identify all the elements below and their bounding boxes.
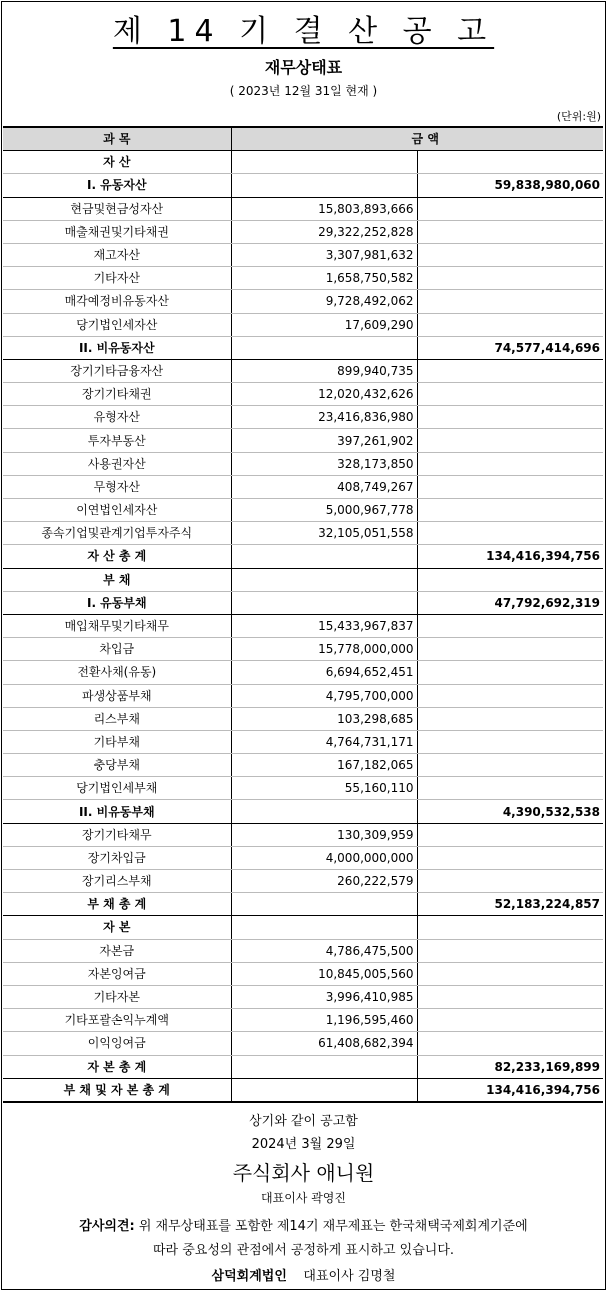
row-amount [231,1055,417,1078]
notice-date: 2024년 3월 29일 [251,1137,356,1152]
row-total: 74,577,414,696 [417,336,603,359]
row-label: 장기기타채권 [3,383,231,406]
table-row [3,313,603,336]
column-header-amount: 금 액 [231,127,603,151]
table-row [3,290,603,313]
row-amount [231,174,417,197]
table-row [3,151,603,174]
row-total: 52,183,224,857 [417,893,603,916]
row-total [417,614,603,637]
row-amount [231,568,417,591]
table-row [3,429,603,452]
row-amount: 3,996,410,985 [231,985,417,1008]
row-label: 충당부채 [3,754,231,777]
row-label: 매각예정비유동자산 [3,290,231,313]
unit-label: (단위:원) [556,110,601,123]
row-amount: 4,795,700,000 [231,684,417,707]
row-total [417,661,603,684]
row-amount: 15,803,893,666 [231,197,417,220]
row-label: 차입금 [3,638,231,661]
row-total [417,475,603,498]
table-row [3,197,603,220]
table-row [3,916,603,939]
table-row [3,568,603,591]
table-row [3,939,603,962]
table-row [3,893,603,916]
row-label: 자 산 총 계 [3,545,231,568]
table-row [3,383,603,406]
table-row [3,1032,603,1055]
row-amount: 10,845,005,560 [231,962,417,985]
table-row [3,661,603,684]
row-label: 부 채 및 자 본 총 계 [3,1078,231,1102]
row-total [417,823,603,846]
row-label: 종속기업및관계기업투자주식 [3,522,231,545]
row-amount [231,1078,417,1102]
row-amount: 397,261,902 [231,429,417,452]
table-row [3,684,603,707]
row-total [417,499,603,522]
company-name: 주식회사 애니원 [232,1161,375,1185]
row-label: 현금및현금성자산 [3,197,231,220]
table-row [3,545,603,568]
table-row [3,614,603,637]
row-total [417,522,603,545]
table-row [3,962,603,985]
row-label: 사용권자산 [3,452,231,475]
row-label: 리스부채 [3,707,231,730]
row-label: 기타자산 [3,267,231,290]
row-amount: 1,196,595,460 [231,1009,417,1032]
row-total [417,452,603,475]
row-total [417,429,603,452]
notice-text: 상기와 같이 공고함 [249,1114,358,1129]
row-total [417,846,603,869]
table-row [3,452,603,475]
row-label: 재고자산 [3,243,231,266]
row-total [417,1032,603,1055]
row-total [417,707,603,730]
row-label: II. 비유동자산 [3,336,231,359]
row-label: 유형자산 [3,406,231,429]
audit-opinion-line-2: 따라 중요성의 관점에서 공정하게 표시하고 있습니다. [152,1243,455,1258]
statement-title: 재무상태표 [264,58,343,77]
row-total [417,777,603,800]
row-label: II. 비유동부채 [3,800,231,823]
table-row [3,359,603,382]
row-total [417,730,603,753]
row-total [417,406,603,429]
row-total [417,383,603,406]
row-amount [231,916,417,939]
row-amount: 167,182,065 [231,754,417,777]
table-row [3,638,603,661]
row-label: 당기법인세부채 [3,777,231,800]
row-total [417,290,603,313]
row-amount: 1,658,750,582 [231,267,417,290]
row-amount [231,893,417,916]
row-total [417,267,603,290]
row-total [417,220,603,243]
row-amount: 899,940,735 [231,359,417,382]
table-row [3,174,603,197]
row-total: 134,416,394,756 [417,1078,603,1102]
table-header [3,127,603,151]
table-row [3,846,603,869]
table-row [3,591,603,614]
row-total [417,916,603,939]
row-label: 장기기타금융자산 [3,359,231,382]
row-label: 기타포괄손익누계액 [3,1009,231,1032]
row-label: 기타자본 [3,985,231,1008]
row-label: 자 산 [3,151,231,174]
table-row [3,243,603,266]
column-header-account: 과 목 [3,127,231,151]
table-row [3,985,603,1008]
row-amount: 260,222,579 [231,870,417,893]
balance-sheet-table [3,126,603,1103]
row-amount [231,591,417,614]
table-row [3,777,603,800]
row-amount: 9,728,492,062 [231,290,417,313]
audit-opinion-label: 감사의견: [79,1219,135,1234]
auditor-ceo: 대표이사 김명철 [303,1269,396,1284]
table-row [3,336,603,359]
page-title: 제 14 기 결 산 공 고 [112,14,495,49]
row-total [417,197,603,220]
row-total [417,359,603,382]
table-row [3,1078,603,1102]
row-amount: 12,020,432,626 [231,383,417,406]
row-label: 자 본 총 계 [3,1055,231,1078]
row-total [417,313,603,336]
row-total: 47,792,692,319 [417,591,603,614]
row-label: I. 유동자산 [3,174,231,197]
row-amount: 61,408,682,394 [231,1032,417,1055]
auditor-signature [0,1265,607,1284]
row-total [417,870,603,893]
row-amount: 130,309,959 [231,823,417,846]
row-label: 이연법인세자산 [3,499,231,522]
row-amount: 328,173,850 [231,452,417,475]
row-amount: 17,609,290 [231,313,417,336]
row-amount [231,336,417,359]
company-ceo: 대표이사 곽영진 [261,1191,346,1205]
row-label: I. 유동부채 [3,591,231,614]
row-total [417,939,603,962]
row-label: 부 채 [3,568,231,591]
table-row [3,730,603,753]
row-total [417,568,603,591]
table-row [3,499,603,522]
row-label: 투자부동산 [3,429,231,452]
row-amount: 4,000,000,000 [231,846,417,869]
row-total [417,985,603,1008]
table-row [3,220,603,243]
table-row [3,1009,603,1032]
row-label: 파생상품부채 [3,684,231,707]
table-row [3,522,603,545]
row-amount: 29,322,252,828 [231,220,417,243]
table-row [3,800,603,823]
table-row [3,754,603,777]
row-label: 무형자산 [3,475,231,498]
row-total [417,151,603,174]
row-total [417,684,603,707]
row-total [417,754,603,777]
auditor-firm: 삼덕회계법인 [211,1269,287,1284]
row-total: 134,416,394,756 [417,545,603,568]
row-amount: 3,307,981,632 [231,243,417,266]
row-total: 4,390,532,538 [417,800,603,823]
audit-opinion-text-1: 위 재무상태표를 포함한 제14기 재무제표는 한국채택국제회계기준에 [134,1219,528,1234]
row-total [417,243,603,266]
row-total [417,638,603,661]
row-amount: 5,000,967,778 [231,499,417,522]
row-label: 장기리스부채 [3,870,231,893]
row-amount [231,545,417,568]
row-amount: 408,749,267 [231,475,417,498]
row-label: 장기차입금 [3,846,231,869]
row-amount: 103,298,685 [231,707,417,730]
row-label: 매출채권및기타채권 [3,220,231,243]
row-label: 매입채무및기타채무 [3,614,231,637]
row-total [417,962,603,985]
table-row [3,406,603,429]
row-label: 자본금 [3,939,231,962]
row-label: 장기기타채무 [3,823,231,846]
row-amount: 23,416,836,980 [231,406,417,429]
table-row [3,267,603,290]
row-amount [231,800,417,823]
row-total: 82,233,169,899 [417,1055,603,1078]
row-total: 59,838,980,060 [417,174,603,197]
table-row [3,707,603,730]
table-row [3,823,603,846]
row-amount: 4,786,475,500 [231,939,417,962]
row-label: 기타부채 [3,730,231,753]
row-total [417,1009,603,1032]
row-label: 이익잉여금 [3,1032,231,1055]
row-amount: 4,764,731,171 [231,730,417,753]
row-amount: 15,433,967,837 [231,614,417,637]
row-amount: 6,694,652,451 [231,661,417,684]
audit-opinion-line-1 [0,1215,607,1234]
table-row [3,870,603,893]
row-amount: 32,105,051,558 [231,522,417,545]
row-label: 전환사채(유동) [3,661,231,684]
row-label: 당기법인세자산 [3,313,231,336]
row-label: 자 본 [3,916,231,939]
row-amount [231,151,417,174]
row-label: 자본잉여금 [3,962,231,985]
row-amount: 55,160,110 [231,777,417,800]
row-amount: 15,778,000,000 [231,638,417,661]
table-row [3,1055,603,1078]
statement-date: ( 2023년 12월 31일 현재 ) [229,84,378,98]
table-row [3,475,603,498]
row-label: 부 채 총 계 [3,893,231,916]
